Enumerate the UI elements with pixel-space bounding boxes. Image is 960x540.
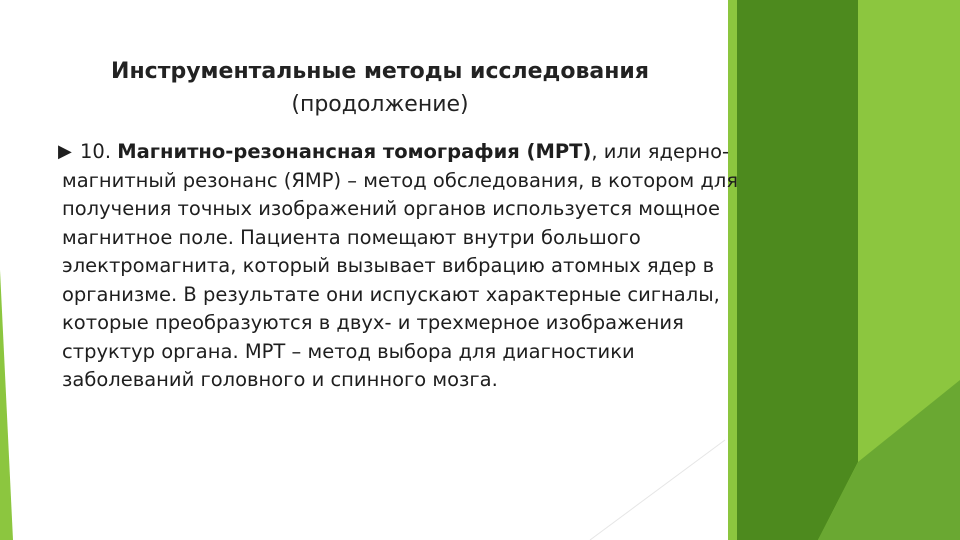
slide-title bbox=[60, 55, 700, 121]
title-line-1: Инструментальные методы исследования bbox=[111, 59, 649, 84]
faint-diagonal-line bbox=[590, 440, 725, 540]
triangle-right-icon: ▶ bbox=[58, 141, 72, 162]
item-term: Магнитно-резонансная томография (МРТ) bbox=[117, 140, 592, 163]
title-line-2: (продолжение) bbox=[291, 92, 469, 117]
left-accent-stripe bbox=[0, 270, 13, 540]
body-paragraph bbox=[58, 138, 772, 395]
item-number: 10. bbox=[80, 140, 112, 163]
item-text: , или ядерно-магнитный резонанс (ЯМР) – метод обследования, в котором для получения точных изображений органов используется мощное магнитное поле. Пациента помещают внутри большого электромагнита, который вызывает вибрацию атомных ядер в организме. В результате они испускают характерные сигналы, которые преобразуются в двух- и трехмерное изображения структур органа. МРТ – метод выбора для диагностики заболеваний головного и спинного мозга. bbox=[62, 140, 739, 391]
